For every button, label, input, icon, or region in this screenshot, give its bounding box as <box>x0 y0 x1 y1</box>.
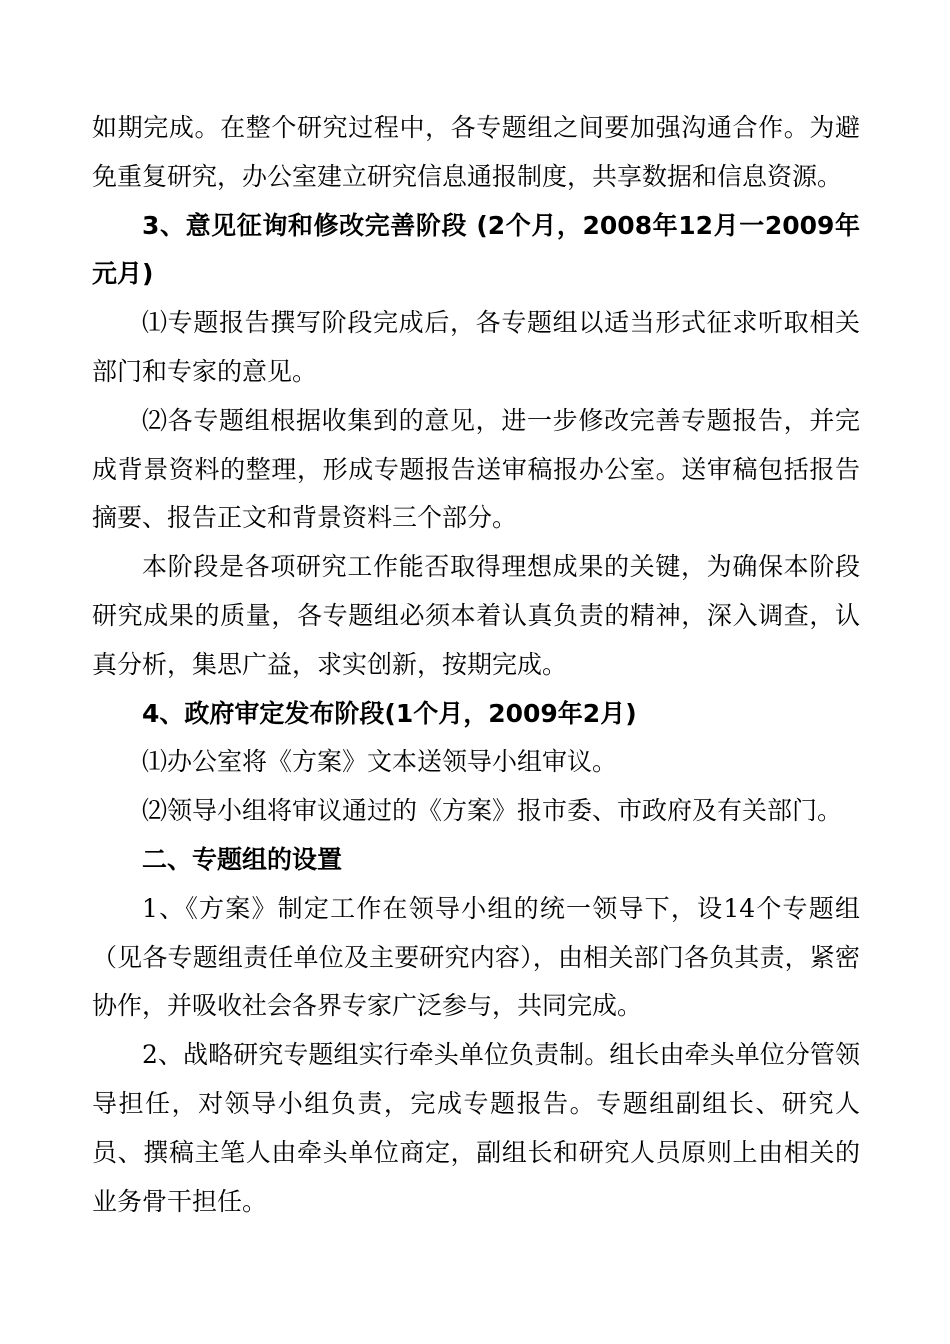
paragraph-stage3-item-2: ⑵各专题组根据收集到的意见，进一步修改完善专题报告，并完成背景资料的整理，形成专题报告送审稿报办公室。送审稿包括报告摘要、报告正文和背景资料三个部分。 <box>92 405 860 533</box>
paragraph-stage3-item-1: ⑴专题报告撰写阶段完成后，各专题组以适当形式征求听取相关部门和专家的意见。 <box>92 308 860 386</box>
section-heading-stage-3: 3、意见征询和修改完善阶段 (2个月，2008年12月一2009年元月) <box>92 210 860 289</box>
section-heading-topic-groups: 二、专题组的设置 <box>142 844 343 874</box>
document-body <box>92 104 860 1226</box>
section-heading-stage-4: 4、政府审定发布阶段(1个月，2009年2月) <box>142 698 637 728</box>
paragraph-stage4-item-1: ⑴办公室将《方案》文本送领导小组审议。 <box>142 747 618 777</box>
paragraph-stage3-summary: 本阶段是各项研究工作能否取得理想成果的关键，为确保本阶段研究成果的质量，各专题组必须本着认真负责的精神，深入调查，认真分析，集思广益，求实创新，按期完成。 <box>92 552 860 679</box>
paragraph-topic-groups-2: 2、战略研究专题组实行牵头单位负责制。组长由牵头单位分管领导担任，对领导小组负责，完成专题报告。专题组副组长、研究人员、撰稿主笔人由牵头单位商定，副组长和研究人员原则上由相关的业务骨干担任。 <box>92 1040 860 1216</box>
paragraph-topic-groups-1: 1、《方案》制定工作在领导小组的统一领导下，设14个专题组（见各专题组责任单位及主要研究内容），由相关部门各负其责，紧密协作，并吸收社会各界专家广泛参与，共同完成。 <box>92 893 860 1021</box>
paragraph-stage4-item-2: ⑵领导小组将审议通过的《方案》报市委、市政府及有关部门。 <box>142 796 843 826</box>
paragraph-continuation: 如期完成。在整个研究过程中，各专题组之间要加强沟通合作。为避免重复研究，办公室建立研究信息通报制度，共享数据和信息资源。 <box>92 113 860 191</box>
